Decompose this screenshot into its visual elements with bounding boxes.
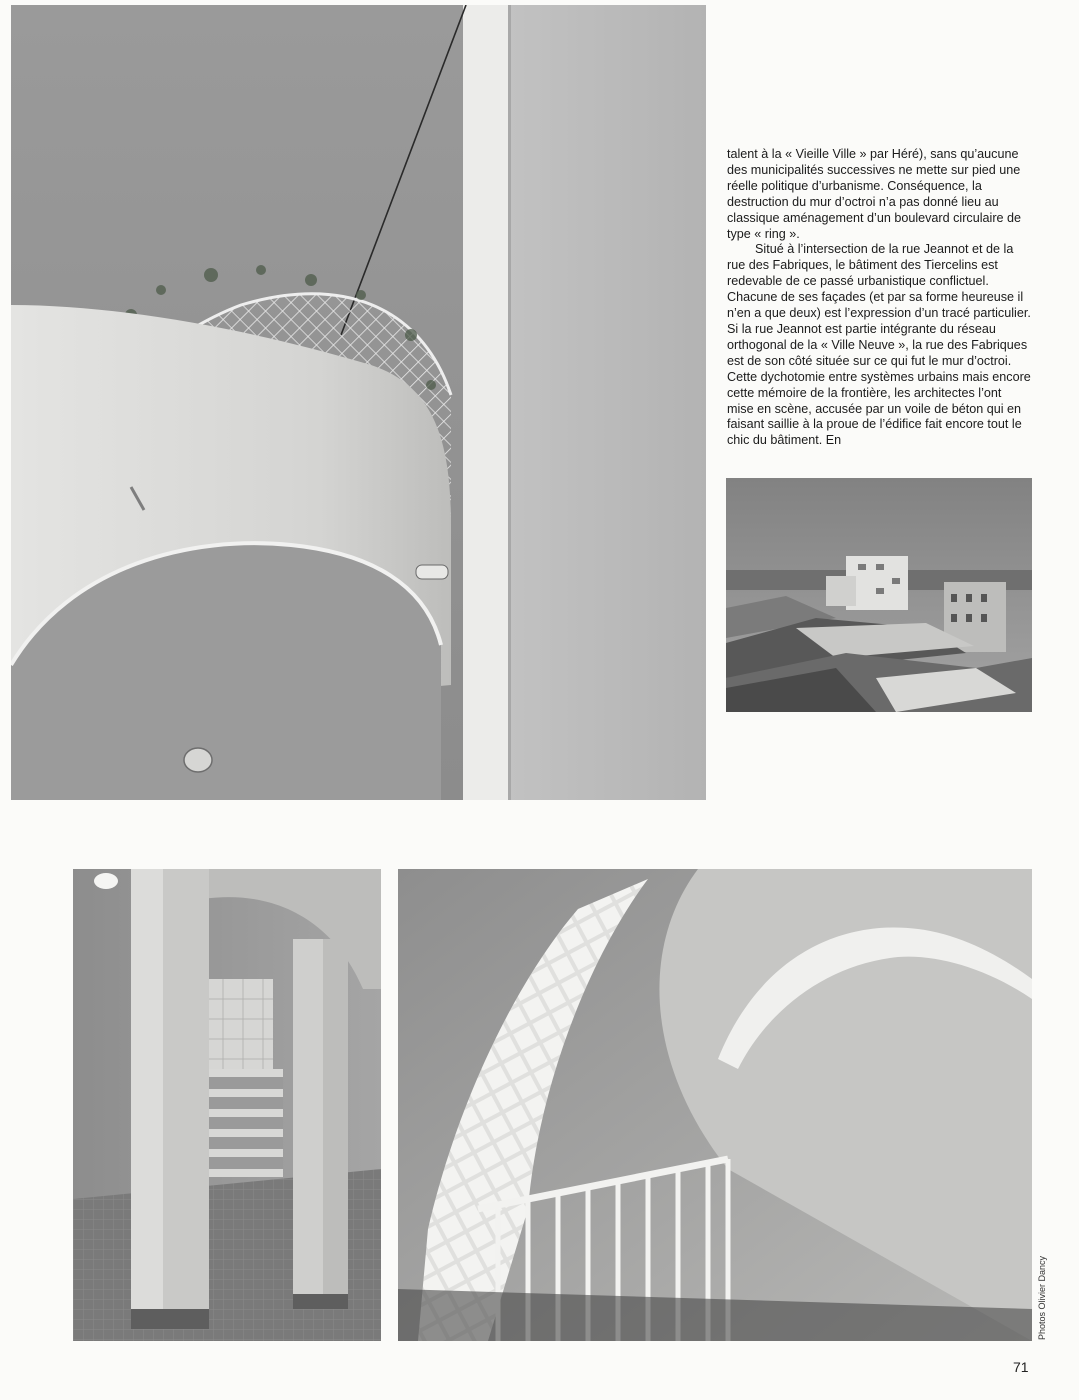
balcony-photo	[11, 5, 706, 800]
photo-credit: Photos Olivier Dancy	[1037, 1255, 1047, 1340]
page-number: 71	[1013, 1359, 1029, 1375]
stairwell-photo	[398, 869, 1032, 1341]
article-text	[727, 147, 1031, 449]
article-paragraph-1: talent à la « Vieille Ville » par Héré), sans qu’aucune des municipalités successives ne mette sur pied une réelle politique d’urbanisme. Conséquence, la destruction du mur d’octroi n’a pas donné lieu au classique aménagement d’un boulevard circulaire de type « ring ».	[727, 147, 1022, 241]
article-paragraph-2: Situé à l’intersection de la rue Jeannot et de la rue des Fabriques, le bâtiment des Tiercelins est redevable de ce passé urbanistique conflictuel. Chacune de ses façades (et par sa forme heureuse il n’en a que deux) est l’expression d’un tracé particulier. Si la rue Jeannot est partie intégrante du réseau orthogonal de la « Ville Neuve », la rue des Fabriques est de son côté située sur ce qui fut le mur d’octroi. Cette dychotomie entre systèmes urbains mais encore cette mémoire de la frontière, les architectes l’ont mise en scène, accusée par un voile de béton qui en faisant saillie à la proue de l’édifice fait encore tout le chic du bâtiment. En	[727, 242, 1031, 448]
city-view-photo	[726, 478, 1032, 712]
hall-photo	[73, 869, 381, 1341]
